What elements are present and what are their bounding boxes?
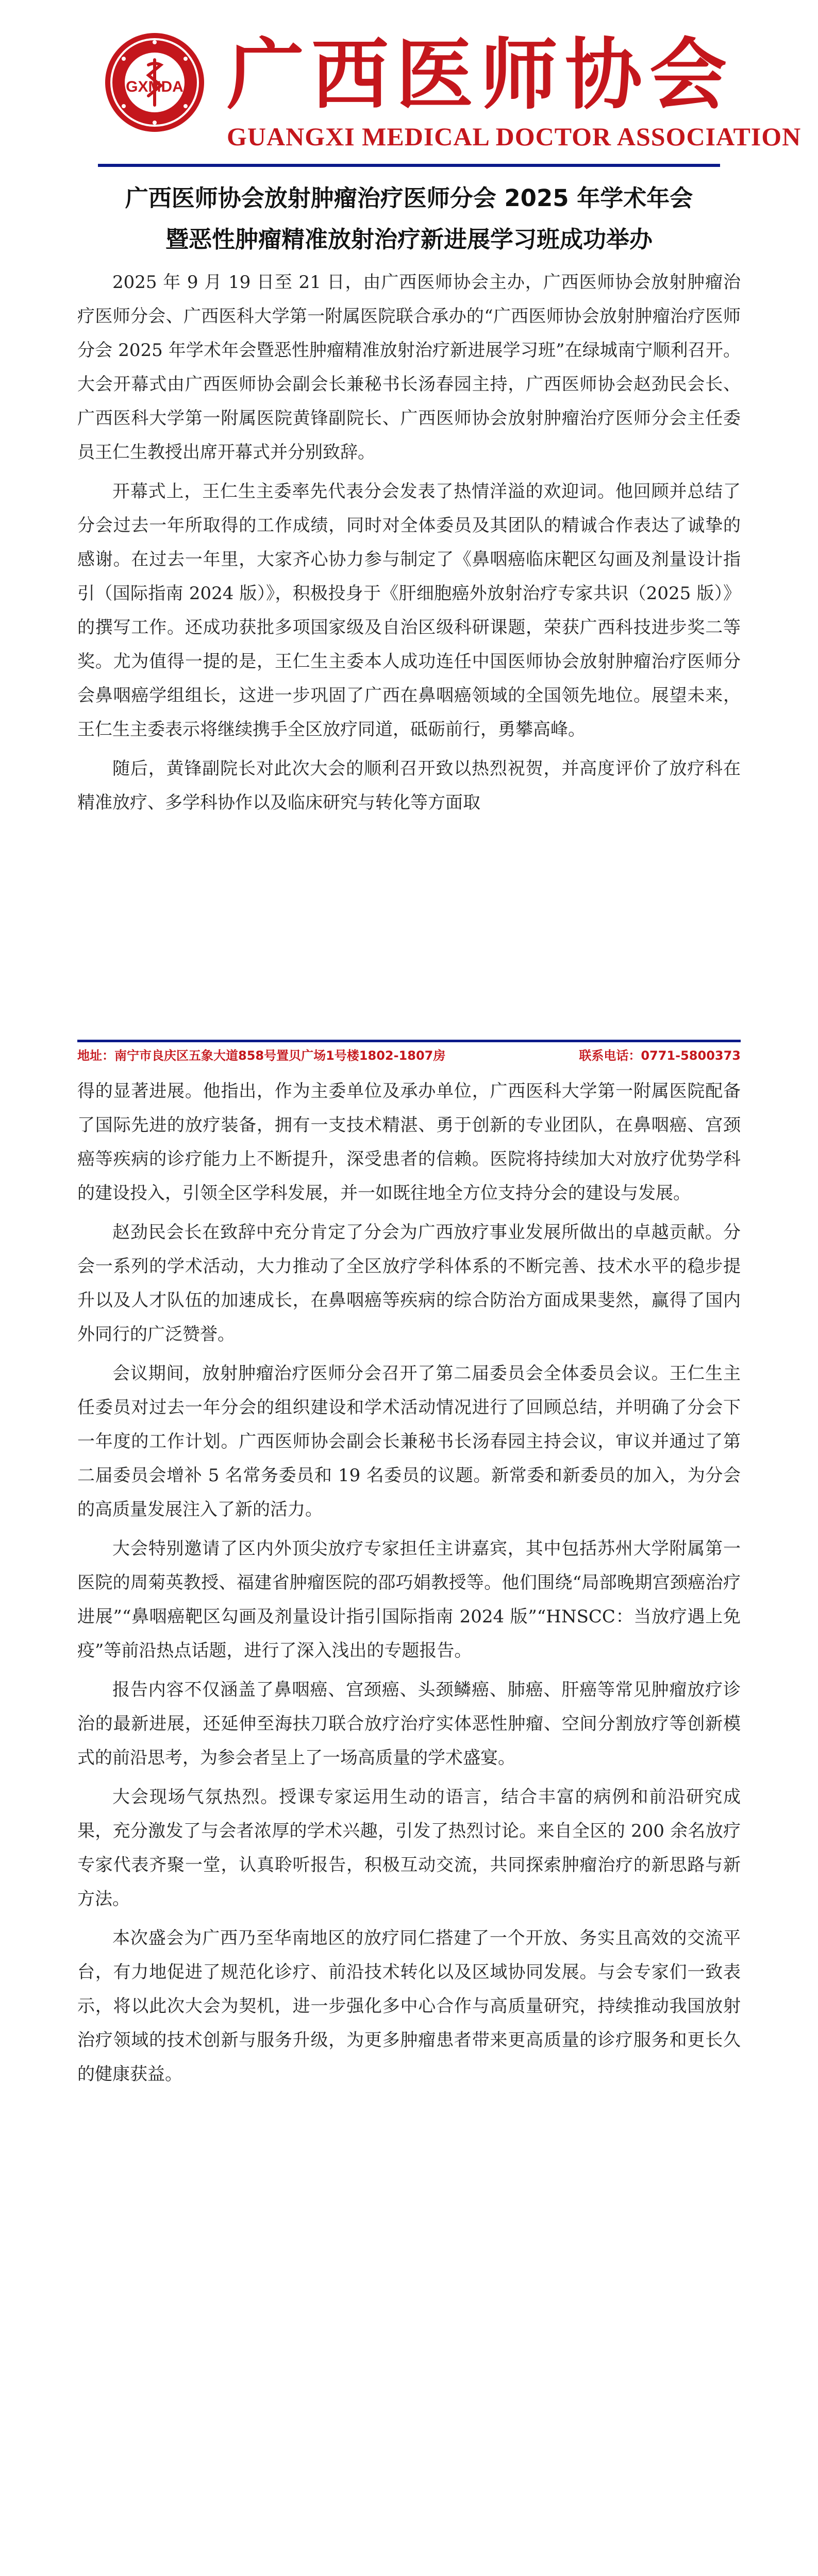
paragraph: 大会现场气氛热烈。授课专家运用生动的语言，结合丰富的病例和前沿研究成果，充分激发了与会者浓厚的学术兴趣，引发了热烈讨论。来自全区的 200 余名放疗专家代表齐聚一堂，认真聆听报告，积极互动交流，共同探索肿瘤治疗的新思路与新方法。 xyxy=(77,1787,741,1909)
paragraph: 随后，黄锋副院长对此次大会的顺利召开致以热烈祝贺，并高度评价了放疗科在精准放疗、多学科协作以及临床研究与转化等方面取 xyxy=(77,758,741,813)
logo-chinese-name: 广西医师协会 xyxy=(227,29,734,120)
footer-phone: 联系电话：0771-5800373 xyxy=(579,1048,741,1063)
logo-english-name: GUANGXI MEDICAL DOCTOR ASSOCIATION xyxy=(227,122,802,151)
article-title xyxy=(0,178,818,260)
paragraph: 开幕式上，王仁生主委率先代表分会发表了热情洋溢的欢迎词。他回顾并总结了分会过去一年所取得的工作成绩，同时对全体委员及其团队的精诚合作表达了诚挚的感谢。在过去一年里，大家齐心协力参与制定了《鼻咽癌临床靶区勾画及剂量设计指引（国际指南 2024 版）》，积极投身于《肝细胞癌外放射治疗专家共识（2025 版）》的撰写工作。还成功获批多项国家级及自治区级科研课题，荣获广西科技进步奖二等奖。尤为值得一提的是，王仁生主委本人成功连任中国医师协会放射肿瘤治疗医师分会鼻咽癌学组组长，这进一步巩固了广西在鼻咽癌领域的全国领先地位。展望未来，王仁生主委表示将继续携手全区放疗同道，砥砺前行，勇攀高峰。 xyxy=(77,481,741,740)
paragraph: 得的显著进展。他指出，作为主委单位及承办单位，广西医科大学第一附属医院配备了国际先进的放疗装备，拥有一支技术精湛、勇于创新的专业团队，在鼻咽癌、宫颈癌等疾病的诊疗能力上不断提升，深受患者的信赖。医院将持续加大对放疗优势学科的建设投入，引领全区学科发展，并一如既往地全方位支持分会的建设与发展。 xyxy=(77,1081,741,1204)
association-seal-logo xyxy=(103,31,206,134)
paragraph: 大会特别邀请了区内外顶尖放疗专家担任主讲嘉宾，其中包括苏州大学附属第一医院的周菊英教授、福建省肿瘤医院的邵巧娟教授等。他们围绕“局部晚期宫颈癌治疗进展”“鼻咽癌靶区勾画及剂量设计指引国际指南 2024 版”“HNSCC：当放疗遇上免疫”等前沿热点话题，进行了深入浅出的专题报告。 xyxy=(77,1538,741,1661)
paragraph: 2025 年 9 月 19 日至 21 日，由广西医师协会主办，广西医师协会放射肿瘤治疗医师分会、广西医科大学第一附属医院联合承办的“广西医师协会放射肿瘤治疗医师分会 2025 年学术年会暨恶性肿瘤精准放射治疗新进展学习班”在绿城南宁顺利召开。大会开幕式由广西医师协会副会长兼秘书长汤春园主持，广西医师协会赵劲民会长、广西医科大学第一附属医院黄锋副院长、广西医师协会放射肿瘤治疗医师分会主任委员王仁生教授出席开幕式并分别致辞。 xyxy=(77,272,741,463)
paragraph: 会议期间，放射肿瘤治疗医师分会召开了第二届委员会全体委员会议。王仁生主任委员对过去一年分会的组织建设和学术活动情况进行了回顾总结，并明确了分会下一年度的工作计划。广西医师协会副会长兼秘书长汤春园主持会议，审议并通过了第二届委员会增补 5 名常务委员和 19 名委员的议题。新常委和新委员的加入，为分会的高质量发展注入了新的活力。 xyxy=(77,1363,741,1520)
letterhead-footer xyxy=(77,1040,741,1067)
paragraph: 报告内容不仅涵盖了鼻咽癌、宫颈癌、头颈鳞癌、肺癌、肝癌等常见肿瘤放疗诊治的最新进展，还延伸至海扶刀联合放疗治疗实体恶性肿瘤、空间分割放疗等创新模式的前沿思考，为参会者呈上了一场高质量的学术盛宴。 xyxy=(77,1680,741,1768)
article-body-part2 xyxy=(77,1074,741,2096)
seal-text: GXMDA xyxy=(126,78,183,95)
header-divider xyxy=(98,164,720,167)
page-header xyxy=(0,0,818,170)
title-line-1: 广西医师协会放射肿瘤治疗医师分会 2025 年学术年会 xyxy=(125,184,693,212)
article-body-part1 xyxy=(77,265,741,825)
paragraph: 赵劲民会长在致辞中充分肯定了分会为广西放疗事业发展所做出的卓越贡献。分会一系列的学术活动，大力推动了全区放疗学科体系的不断完善、技术水平的稳步提升以及人才队伍的加速成长，在鼻咽癌等疾病的综合防治方面成果斐然，赢得了国内外同行的广泛赞誉。 xyxy=(77,1222,741,1345)
title-line-2: 暨恶性肿瘤精准放射治疗新进展学习班成功举办 xyxy=(165,226,653,253)
footer-address: 地址：南宁市良庆区五象大道858号置贝广场1号楼1802-1807房 xyxy=(77,1048,446,1063)
paragraph: 本次盛会为广西乃至华南地区的放疗同仁搭建了一个开放、务实且高效的交流平台，有力地促进了规范化诊疗、前沿技术转化以及区域协同发展。与会专家们一致表示，将以此次大会为契机，进一步强化多中心合作与高质量研究，持续推动我国放射治疗领域的技术创新与服务升级，为更多肿瘤患者带来更高质量的诊疗服务和更长久的健康获益。 xyxy=(77,1928,741,2084)
